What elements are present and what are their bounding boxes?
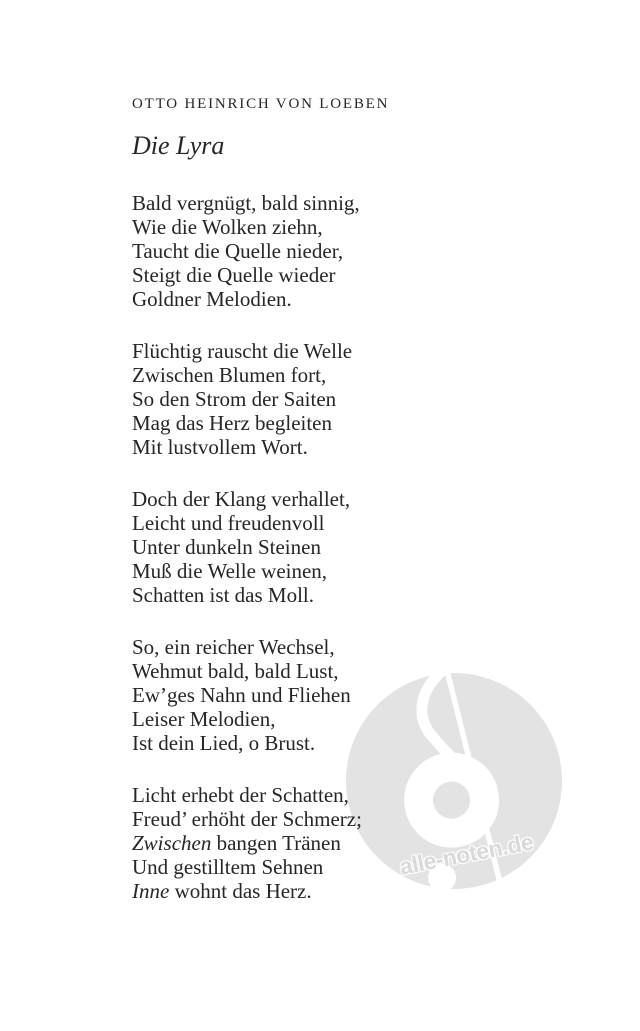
- poem-line: [132, 659, 562, 683]
- poem-line-segment: Bald vergnügt, bald sinnig,: [132, 191, 360, 215]
- poem-line-segment: So, ein reicher Wechsel,: [132, 635, 335, 659]
- poem-line: [132, 807, 562, 831]
- poem-line-segment: Taucht die Quelle nieder,: [132, 239, 344, 263]
- poem-line-segment: Ist dein Lied, o Brust.: [132, 731, 316, 755]
- poem-line-segment: Licht erhebt der Schatten,: [132, 783, 349, 807]
- poem-line: [132, 239, 562, 263]
- poem-line: [132, 583, 562, 607]
- poem-line-segment: Schatten ist das Moll.: [132, 583, 314, 607]
- poem-line: [132, 435, 562, 459]
- poem-line: [132, 731, 562, 755]
- poem-line-segment: Steigt die Quelle wieder: [132, 263, 336, 287]
- poem-line-segment: Muß die Welle weinen,: [132, 559, 328, 583]
- stanza: [132, 783, 562, 903]
- stanza: [132, 191, 562, 311]
- poem-line: [132, 411, 562, 435]
- author-heading: OTTO HEINRICH VON LOEBEN: [132, 96, 390, 112]
- poem-line-segment: Doch der Klang verhallet,: [132, 487, 351, 511]
- poem-line: [132, 339, 562, 363]
- poem-line-segment: Flüchtig rauscht die Welle: [132, 339, 353, 363]
- poem-line-italic-segment: Inne: [132, 879, 170, 903]
- poem-line: [132, 831, 562, 855]
- poem-line-segment: wohnt das Herz.: [169, 879, 312, 903]
- stanza: [132, 339, 562, 459]
- poem-body: [132, 191, 562, 931]
- poem-line-segment: Mag das Herz begleiten: [132, 411, 333, 435]
- poem-line: [132, 287, 562, 311]
- poem-line-segment: Zwischen Blumen fort,: [132, 363, 327, 387]
- poem-line: [132, 683, 562, 707]
- poem-line-segment: Wehmut bald, bald Lust,: [132, 659, 339, 683]
- poem-line: [132, 363, 562, 387]
- poem-line-segment: Wie die Wolken ziehn,: [132, 215, 323, 239]
- poem-line: [132, 707, 562, 731]
- poem-line-segment: Ew’ges Nahn und Fliehen: [132, 683, 351, 707]
- poem-line-segment: So den Strom der Saiten: [132, 387, 337, 411]
- poem-line-segment: Und gestilltem Sehnen: [132, 855, 324, 879]
- poem-line: [132, 263, 562, 287]
- poem-line-italic-segment: Zwischen: [132, 831, 212, 855]
- poem-line: [132, 635, 562, 659]
- poem-line: [132, 387, 562, 411]
- poem-line-segment: Freud’ erhöht der Schmerz;: [132, 807, 362, 831]
- poem-line-segment: Unter dunkeln Steinen: [132, 535, 321, 559]
- poem-line: [132, 879, 562, 903]
- poem-line: [132, 783, 562, 807]
- poem-line: [132, 215, 562, 239]
- poem-line-segment: Goldner Melodien.: [132, 287, 292, 311]
- poem-line: [132, 191, 562, 215]
- poem-line: [132, 535, 562, 559]
- poem-line: [132, 511, 562, 535]
- poem-line-segment: bangen Tränen: [211, 831, 341, 855]
- stanza: [132, 487, 562, 607]
- poem-line-segment: Leiser Melodien,: [132, 707, 276, 731]
- poem-line: [132, 855, 562, 879]
- poem-line: [132, 487, 562, 511]
- watermark-text: alle-noten.de: [397, 828, 536, 880]
- poem-title: Die Lyra: [132, 131, 225, 160]
- poem-line: [132, 559, 562, 583]
- stanza: [132, 635, 562, 755]
- poem-line-segment: Mit lustvollem Wort.: [132, 435, 308, 459]
- poem-line-segment: Leicht und freudenvoll: [132, 511, 325, 535]
